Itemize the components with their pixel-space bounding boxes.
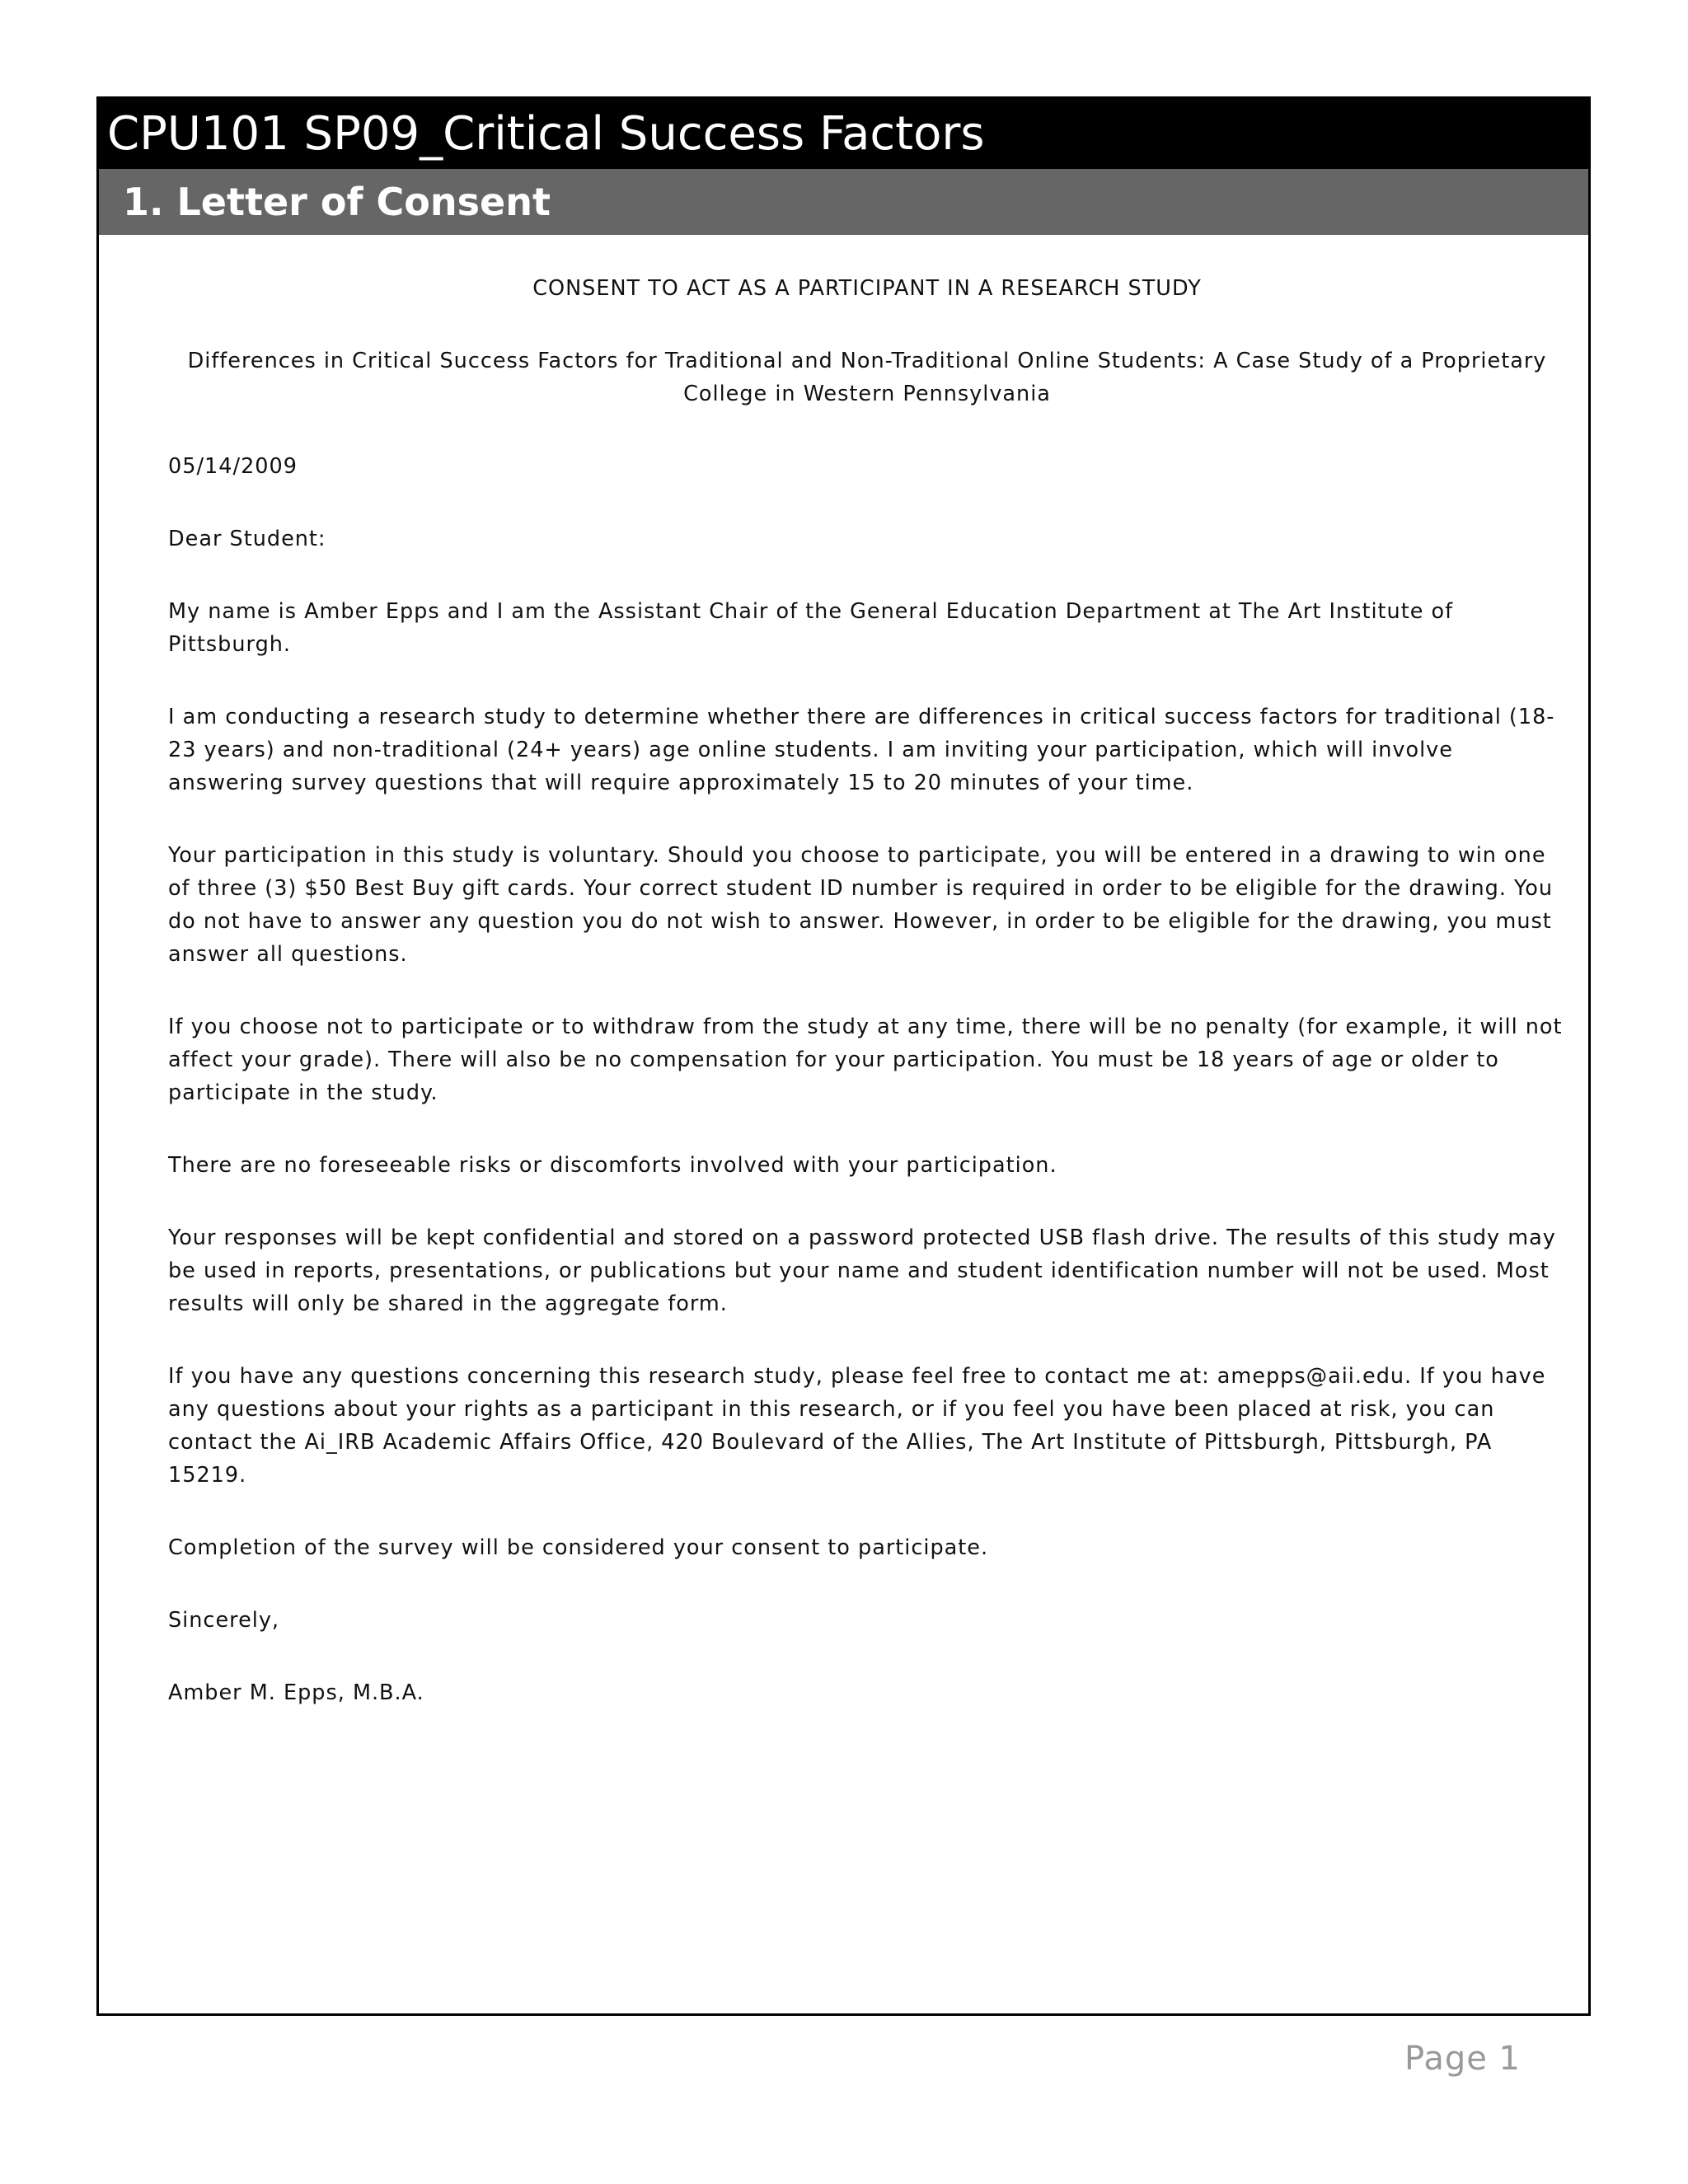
- page-number: Page 1: [1404, 2040, 1521, 2078]
- letter-paragraph: I am conducting a research study to determine whether there are differences in critical success factors for traditional (18-23 years) and non-traditional (24+ years) age online students. I am inviting your participation, which will involve answering survey questions that will require approximately 15 to 20 minutes of your time.: [168, 705, 1555, 795]
- letter-closing: Sincerely,: [168, 1608, 280, 1633]
- letter-paragraph: Your participation in this study is voluntary. Should you choose to participate, you will be entered in a drawing to win one of three (3) $50 Best Buy gift cards. Your correct student ID number is required in order to be eligible for the drawing. You do not have to answer any question you do not wish to answer. However, in order to be eligible for the drawing, you must answer all questions.: [168, 843, 1553, 967]
- letter-signature: Amber M. Epps, M.B.A.: [168, 1680, 424, 1705]
- letter-paragraph: Your responses will be kept confidential and stored on a password protected USB flash drive. The results of this study may be used in reports, presentations, or publications but your name and student identification number will not be used. Most results will only be shared in the aggregate form.: [168, 1226, 1556, 1316]
- survey-title: CPU101 SP09_Critical Success Factors: [107, 106, 985, 161]
- study-title: Differences in Critical Success Factors for Traditional and Non-Traditional Online Students: A Case Study of a Proprietary College in Western Pennsylvania: [187, 349, 1547, 406]
- consent-letter: [168, 272, 1566, 1749]
- letter-salutation: Dear Student:: [168, 527, 326, 551]
- letter-paragraph: There are no foreseeable risks or discomforts involved with your participation.: [168, 1153, 1057, 1178]
- letter-paragraph: If you choose not to participate or to withdraw from the study at any time, there will be no penalty (for example, it will not affect your grade). There will also be no compensation for your participation. You must be 18 years of age or older to participate in the study.: [168, 1015, 1563, 1105]
- letter-date: 05/14/2009: [168, 454, 298, 479]
- survey-page-frame: [96, 96, 1591, 2016]
- letter-heading: CONSENT TO ACT AS A PARTICIPANT IN A RESEARCH STUDY: [532, 276, 1202, 301]
- section-title: 1. Letter of Consent: [123, 180, 551, 224]
- letter-paragraph: If you have any questions concerning this research study, please feel free to contact me at: amepps@aii.edu. If you have any questions about your rights as a participant in this research, or if you feel you have been placed at risk, you can contact the Ai_IRB Academic Affairs Office, 420 Boulevard of the Allies, The Art Institute of Pittsburgh, Pittsburgh, PA 15219.: [168, 1364, 1546, 1488]
- survey-title-bar: [99, 99, 1588, 169]
- letter-paragraph: Completion of the survey will be considered your consent to participate.: [168, 1535, 989, 1560]
- section-header-bar: [99, 169, 1588, 235]
- letter-paragraph: My name is Amber Epps and I am the Assistant Chair of the General Education Department at The Art Institute of Pittsburgh.: [168, 599, 1454, 657]
